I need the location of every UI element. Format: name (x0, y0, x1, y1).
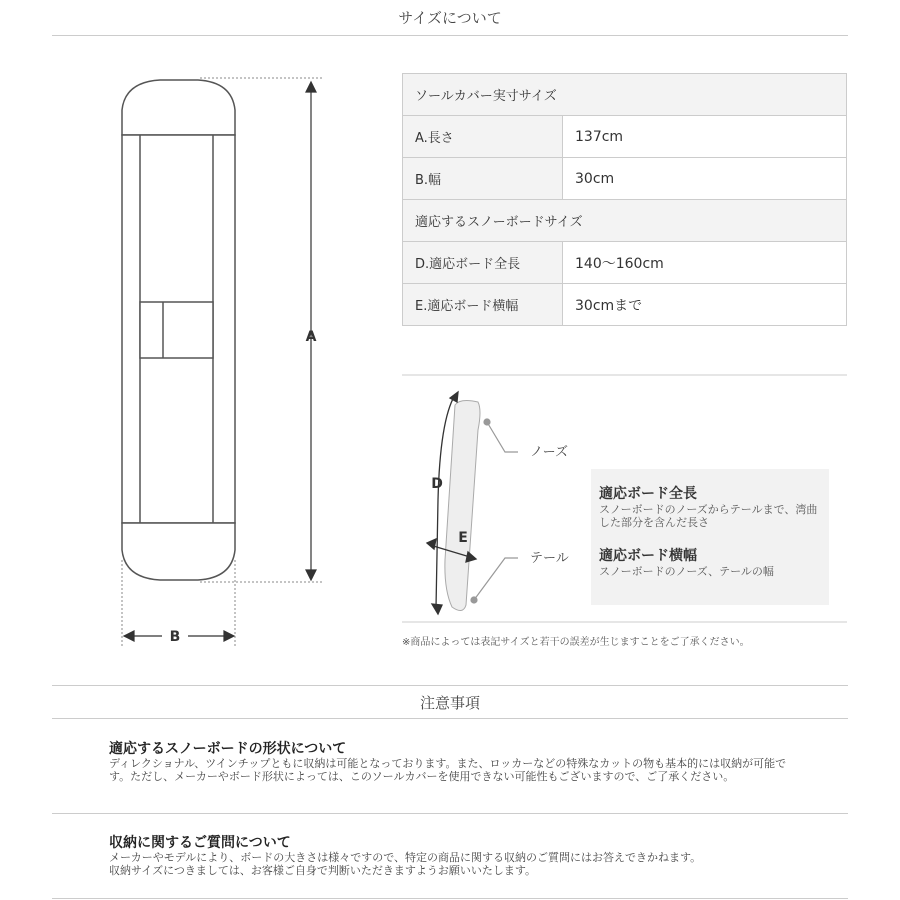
table-row: E.適応ボード横幅 30cmまで (403, 284, 847, 326)
table-row: B.幅 30cm (403, 158, 847, 200)
size-table (402, 73, 847, 326)
label-d: D (431, 476, 443, 492)
note-item: 収納に関するご質問について メーカーやモデルにより、ボードの大きさは様々ですので、特定の商品に関する収納のご質問にはお答えできかねます。 収納サイズにつきましては、お客様ご自身で判断いただきますようお願いいたします。 (109, 835, 702, 877)
table-row: D.適応ボード全長 140〜160cm (403, 242, 847, 284)
disclaimer: ※商品によっては表記サイズと若干の誤差が生じますことをご了承ください。 (402, 637, 750, 648)
label-e: E (458, 530, 468, 546)
label-a: A (305, 329, 317, 345)
label-b: B (169, 629, 181, 645)
notes-section-title: 注意事項 (52, 685, 848, 719)
info-box: 適応ボード全長 スノーボードのノーズからテールまで、湾曲した部分を含んだ長さ 適応ボード横幅 スノーボードのノーズ、テールの幅 (591, 469, 829, 605)
sole-cover-illustration (122, 80, 235, 580)
snowboard-side-shape (445, 401, 480, 611)
note-item: 適応するスノーボードの形状について ディレクショナル、ツインチップともに収納は可能となっております。また、ロッカーなどの特殊なカットの物も基本的には収納が可能です。ただし、メーカーやボード形状によっては、このソールカバーを使用できない可能性もございますので、ご了承ください。 (109, 741, 787, 783)
label-tail: テール (530, 551, 569, 566)
label-nose: ノーズ (530, 445, 568, 460)
table-section-board: 適応するスノーボードサイズ (403, 200, 847, 242)
size-section-title: サイズについて (52, 0, 848, 36)
table-section-sole-cover: ソールカバー実寸サイズ (403, 74, 847, 116)
table-row: A.長さ 137cm (403, 116, 847, 158)
